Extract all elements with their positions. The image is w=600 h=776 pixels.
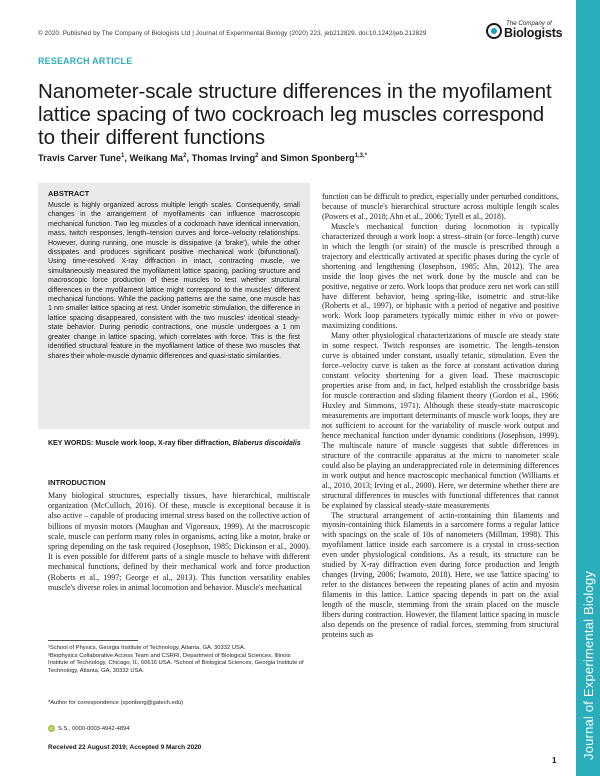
sidebar-journal-name: Journal of Experimental Biology (581, 570, 596, 760)
logo-top-text: The Company of (506, 20, 552, 27)
author-affiliation: 1 (121, 153, 125, 159)
keywords-species: Blaberus discoidalis (232, 440, 301, 447)
page-number: 1 (552, 756, 557, 765)
author-name[interactable]: Weikang Ma (129, 153, 184, 164)
affiliation-2-3: ²Biophysics Collaborative Access Team and CSRRI, Department of Biological Sciences, Illinois Institute of Technology, Chicago, IL, 60616 USA. ³School of Biological Sciences, Georgia Institute of Technology, Atlanta, GA, 30332 USA. (48, 653, 304, 674)
orcid-id[interactable]: S.S., 0000-0003-4942-4894 (58, 726, 130, 733)
journal-header-line: © 2020. Published by The Company of Biologists Ltd | Journal of Experimental Biology (2020) 223, jeb212829. doi:10.1242/jeb.212829 (38, 30, 427, 37)
author-name[interactable]: Simon Sponberg (280, 153, 355, 164)
paragraph: Many other physiological characterizations of muscle are steady state in some respect. Twitch responses are isometric. The length–tension curve is obtained under constant, usually tetanic, stimulation. Even the force–velocity curve is taken as the force at constant activation during constant velocity shortening for a given load. These macroscopic properties arise from and, in fact, helped establish the crossbridge basis for muscle contraction and sliding filament theory (Gordon et al., 1966; Huxley and Simmons, 1971). Although these steady-state macroscopic measurements are important determinants of muscle work loops, they are not sufficient to account for the variability of muscle work output and hence mechanical function under dynamic conditions (Josephson, 1999). The multiscale nature of muscle suggests that subtle differences in structure of the contractile apparatus at the micro to nanometer scale could also be playing an underappreciated role in determining differences in work output and hence macroscopic mechanical function (Williams et al., 2010, 2013; Irving et al., 2000). Here, we determine whether there are structural differences in muscles with functional differences that cannot be explained by classical steady-state measurements (322, 331, 559, 510)
paragraph: function can be difficult to predict, especially under perturbed conditions, because of muscle's hierarchical structure across multiple length scales (Powers et al., 2018; Ahn et al., 2006; Tytell et al., 2018). (322, 192, 559, 221)
article-title: Nanometer-scale structure differences in the myofilament lattice spacing of two cockroach leg muscles correspond to their different functions (38, 80, 552, 149)
correspondence-note[interactable]: *Author for correspondence (sponberg@gatech.edu) (48, 700, 184, 706)
biologists-logo-icon (486, 23, 502, 39)
introduction-text: Many biological structures, especially tissues, have hierarchical, multiscale organization (McCulloch, 2016). Of these, muscle is exceptional because it is also active – capable of producing internal stress based on the collective action of billions of myosin motors (Maughan and Vigoreaux, 1999). At the macroscopic scale, muscle can perform many roles in organisms, acting like a motor, brake or spring depending on the task required (Josephson, 1985; Dickinson et al., 2000). It is even possible for different parts of a single muscle to behave with different mechanical functions, defined by their mechanical work and force production (Roberts et al., 1997; George et al., 2013). This function versatility enables muscle's diverse roles in animal locomotion and behavior. Muscle's mechanical (48, 491, 310, 592)
logo-main-text: Biologists (504, 26, 563, 40)
keywords (48, 439, 310, 448)
introduction-heading: INTRODUCTION (48, 478, 106, 487)
affiliation-1: ¹School of Physics, Georgia Institute of Technology, Atlanta, GA, 30332 USA. (48, 645, 246, 651)
publisher-logo (486, 20, 564, 42)
in-vivo-term: in vivo (499, 311, 523, 321)
footnote-divider (48, 640, 138, 641)
authors-and: and (261, 153, 278, 164)
paragraph-text: Muscle's mechanical function during locomotion is typically characterized through a work loop: a stress–strain (or force–length) curve in which the length (or strain) of the muscle is prescribed through a trajectory and electrically activated at specific phases during the cycle of shortening and lengthening (Josephson, 1985; Ahn, 2012). The area inside the loop gives the net work done by the muscle and can be positive, negative or zero. Work loops that produce zero net work can still have different behavior, being spring-like, isometric and strut-like (Roberts et al., 1997), or biphasic with a period of negative and positive work. Work loop parameters typically mimic either (322, 221, 559, 321)
abstract-box (38, 183, 310, 429)
orcid-icon[interactable]: iD (49, 726, 54, 731)
keywords-label: KEY WORDS: (48, 440, 94, 447)
author-affiliation: 1,3,* (354, 153, 367, 159)
abstract-heading: ABSTRACT (48, 189, 90, 198)
author-affiliation: 2 (255, 153, 259, 159)
paragraph: The structural arrangement of actin-containing thin filaments and myosin-containing thick filaments in a sarcomere forms a regular lattice with spacings on the scale of 10s of nanometers (Millman, 1998). This myofilament lattice inside each sarcomere is a crystal in cross-section even under physiological conditions. As a result, its structure can be studied by X-ray diffraction even during force production and length changes (Irving, 2006; Iwamoto, 2018). Here, we use 'lattice spacing' to refer to the distances between the repeating planes of actin and myosin filaments in this lattice. Lattice spacing depends in part on the axial length of the muscle, stemming from the strain placed on the muscle fibers during contraction. However, the filament lattice spacing in muscle also depends on the presence of radial forces, stemming from structural proteins such as (322, 510, 559, 639)
author-name[interactable]: Travis Carver Tune (38, 153, 122, 164)
paragraph-text: or power-maximizing conditions. (322, 311, 560, 331)
sidebar-journal-name-wrap (578, 570, 598, 760)
author-affiliation: 2 (183, 153, 187, 159)
keywords-text: Muscle work loop, X-ray fiber diffraction, (95, 440, 231, 447)
article-type: RESEARCH ARTICLE (38, 56, 133, 66)
abstract-text: Muscle is highly organized across multiple length scales. Consequently, small changes in the arrangement of myofilaments can influence macroscopic mechanical function. Two leg muscles of a cockroach have identical innervation, mass, twitch responses, length–tension curves and force–velocity relationships. However, during running, one muscle is dissipative (a 'brake'), while the other dissipates and produces significant positive mechanical work (bifunctional). Using time-resolved X-ray diffraction in intact, contracting muscle, we simultaneously measured the myofilament lattice spacing, packing structure and macroscopic force production of these muscles to test whether structural differences in the myofilament lattice might correspond to the muscles' different mechanical functions. While the packing patterns are the same, one muscle has 1 nm smaller lattice spacing at rest. Under isometric stimulation, the difference in lattice spacing disappeared, consistent with the two muscles' identical steady-state behavior. During periodic contractions, one muscle undergoes a 1 nm greater change in lattice spacing, which correlates with force. This is the first identified structural feature in the myofilament lattice of these two muscles that shares their whole-muscle dynamic differences and quasi-static similarities. (48, 202, 300, 360)
paragraph (322, 222, 559, 331)
received-accepted-dates: Received 22 August 2019; Accepted 9 March 2020 (48, 744, 202, 751)
orcid-line (48, 725, 130, 732)
author-list: Travis Carver Tune$^1$, Weikang Ma$^2$, Thomas Irving$^2$ and Simon Sponberg$^{1,3,*}$ (38, 153, 367, 164)
right-column (322, 192, 559, 640)
author-name[interactable]: Thomas Irving (191, 153, 256, 164)
